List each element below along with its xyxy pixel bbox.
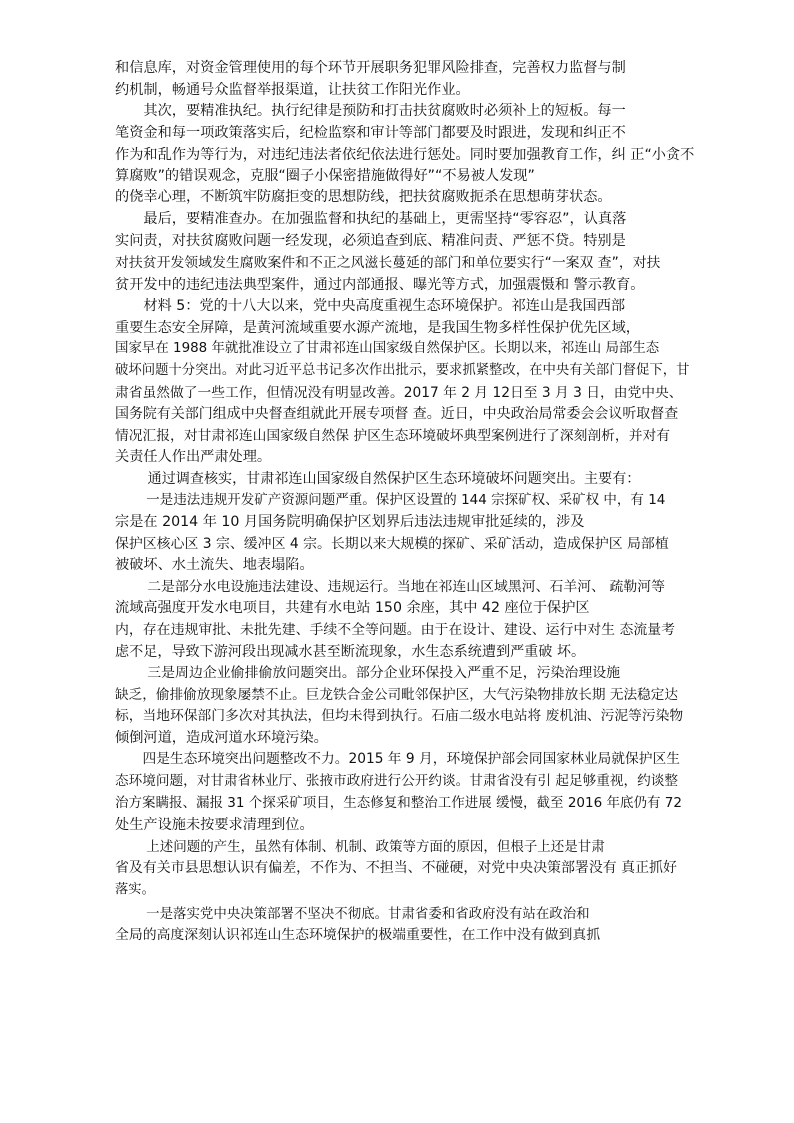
text-line: 通过调查核实，甘肃祁连山国家级自然保护区生态环境破坏问题突出。主要有： — [115, 471, 641, 487]
text-line: 笔资金和每一项政策落实后，纪检监察和审计等部门都要及时跟进，发现和纠正不 — [115, 125, 626, 141]
text-line: 全局的高度深刻认识祁连山生态环境保护的极端重要性，在工作中没有做到真抓 — [115, 927, 601, 943]
text-line: 缺乏，偷排偷放现象屡禁不止。巨龙铁合金公司毗邻保护区，大气污染物排放长期 无法稳定达 — [115, 687, 678, 703]
text-line: 流域高强度开发水电项目，共建有水电站 150 余座，其中 42 座位于保护区 — [115, 600, 590, 616]
text-line: 落实。 — [115, 882, 155, 897]
text-line: 保护区核心区 3 宗、缓冲区 4 宗。长期以来大规模的探矿、采矿活动，造成保护区 局部植 — [115, 536, 669, 552]
text-line: 算腐败”的错误观念，克服“圈子小保密措施做得好”“不易被人发现” — [115, 168, 535, 184]
text-line: 破坏问题十分突出。对此习近平总书记多次作出批示，要求抓紧整改，在中央有关部门督促下，甘 — [115, 363, 690, 378]
text-line: 被破坏、水土流失、地表塌陷。 — [115, 557, 314, 573]
text-line: 内，存在违规审批、未批先建、手续不全等问题。由于在设计、建设、运行中对生 态流量考 — [115, 622, 676, 638]
text-line: 对扶贫开发领域发生腐败案件和不正之风滋长蔓延的部门和单位要实行“一案双 查”，对扶 — [115, 255, 661, 271]
text-line: 最后，要精准查办。在加强监督和执纪的基础上，更需坚持“零容忍”，认真落 — [115, 211, 627, 227]
text-line: 虑不足，导致下游河段出现减水甚至断流现象，水生态系统遭到严重破 坏。 — [115, 644, 586, 660]
text-line: 态环境问题，对甘肃省林业厅、张掖市政府进行公开约谈。甘肃省没有引 起足够重视，约谈整 — [115, 773, 678, 789]
text-line: 宗是在 2014 年 10 月国务院明确保护区划界后违法违规审批延续的，涉及 — [115, 514, 585, 530]
text-line: 关责任人作出严肃处理。 — [115, 449, 272, 465]
text-line: 二是部分水电设施违法建设、违规运行。当地在祁连山区域黑河、石羊河、 疏勒河等 — [115, 579, 665, 595]
text-line: 其次，要精准执纪。执行纪律是预防和打击扶贫腐败时必须补上的短板。每一 — [115, 103, 626, 119]
text-line: 国务院有关部门组成中央督查组就此开展专项督 查。近日，中央政治局常委会会议听取督查 — [115, 406, 679, 422]
text-line: 一是违法违规开发矿产资源问题严重。保护区设置的 144 宗探矿权、采矿权 中，有 14 — [115, 492, 666, 508]
text-line: 倾倒河道，造成河道水环境污染。 — [115, 730, 328, 746]
text-line: 的侥幸心理，不断筑牢防腐拒变的思想防线，把扶贫腐败扼杀在思想萌芽状态。 — [115, 189, 612, 205]
text-line: 情况汇报，对甘肃祁连山国家级自然保 护区生态环境破坏典型案例进行了深刻剖析，并对有 — [115, 428, 670, 444]
text-line: 一是落实党中央决策部署不坚决不彻底。甘肃省委和省政府没有站在政治和 — [115, 907, 590, 922]
text-line: 材料 5：党的十八大以来，党中央高度重视生态环境保护。祁连山是我国西部 — [115, 298, 626, 314]
text-line: 贫开发中的违纪违法典型案件，通过内部通报、曝光等方式，加强震慑和 警示教育。 — [115, 277, 645, 293]
text-line: 三是周边企业偷排偷放问题突出。部分企业环保投入严重不足，污染治理设施 — [115, 665, 621, 681]
text-line: 省及有关市县思想认识有偏差，不作为、不担当、不碰硬，对党中央决策部署没有 真正抓好 — [115, 860, 677, 876]
text-line: 标，当地环保部门多次对其执法，但均未得到执行。石庙二级水电站将 废机油、污泥等污染物 — [115, 708, 684, 724]
text-line: 实问责，对扶贫腐败问题一经发现，必须追查到底、精准问责、严惩不贷。特别是 — [115, 233, 626, 249]
text-line: 约机制，畅通号众监督举报渠道，让扶贫工作阳光作业。 — [115, 82, 470, 98]
text-line: 处生产设施未按要求清理到位。 — [115, 817, 314, 833]
text-line: 上述问题的产生，虽然有体制、机制、政策等方面的原因，但根子上还是甘肃 — [115, 839, 605, 855]
text-line: 四是生态环境突出问题整改不力。2015 年 9 月，环境保护部会同国家林业局就保护区生 — [115, 751, 680, 767]
text-line: 作为和乱作为等行为，对违纪违法者依纪依法进行惩处。同时要加强教育工作，纠 正“小贪不 — [115, 147, 695, 163]
text-line: 重要生态安全屏障，是黄河流域重要水源产流地，是我国生物多样性保护优先区域， — [115, 320, 640, 336]
text-line: 治方案瞒报、漏报 31 个探采矿项目，生态修复和整治工作进展 缓慢，截至 2016 年底仍有 72 — [115, 795, 682, 811]
text-line: 和信息库，对资金管理使用的每个环节开展职务犯罪风险排查，完善权力监督与制 — [115, 60, 626, 76]
text-line: 肃省虽然做了一些工作，但情况没有明显改善。2017 年 2 月 12日至 3 月 3 日，由党中央、 — [115, 385, 683, 401]
text-line: 国家早在 1988 年就批准设立了甘肃祁连山国家级自然保护区。长期以来，祁连山 局部生态 — [115, 341, 660, 356]
